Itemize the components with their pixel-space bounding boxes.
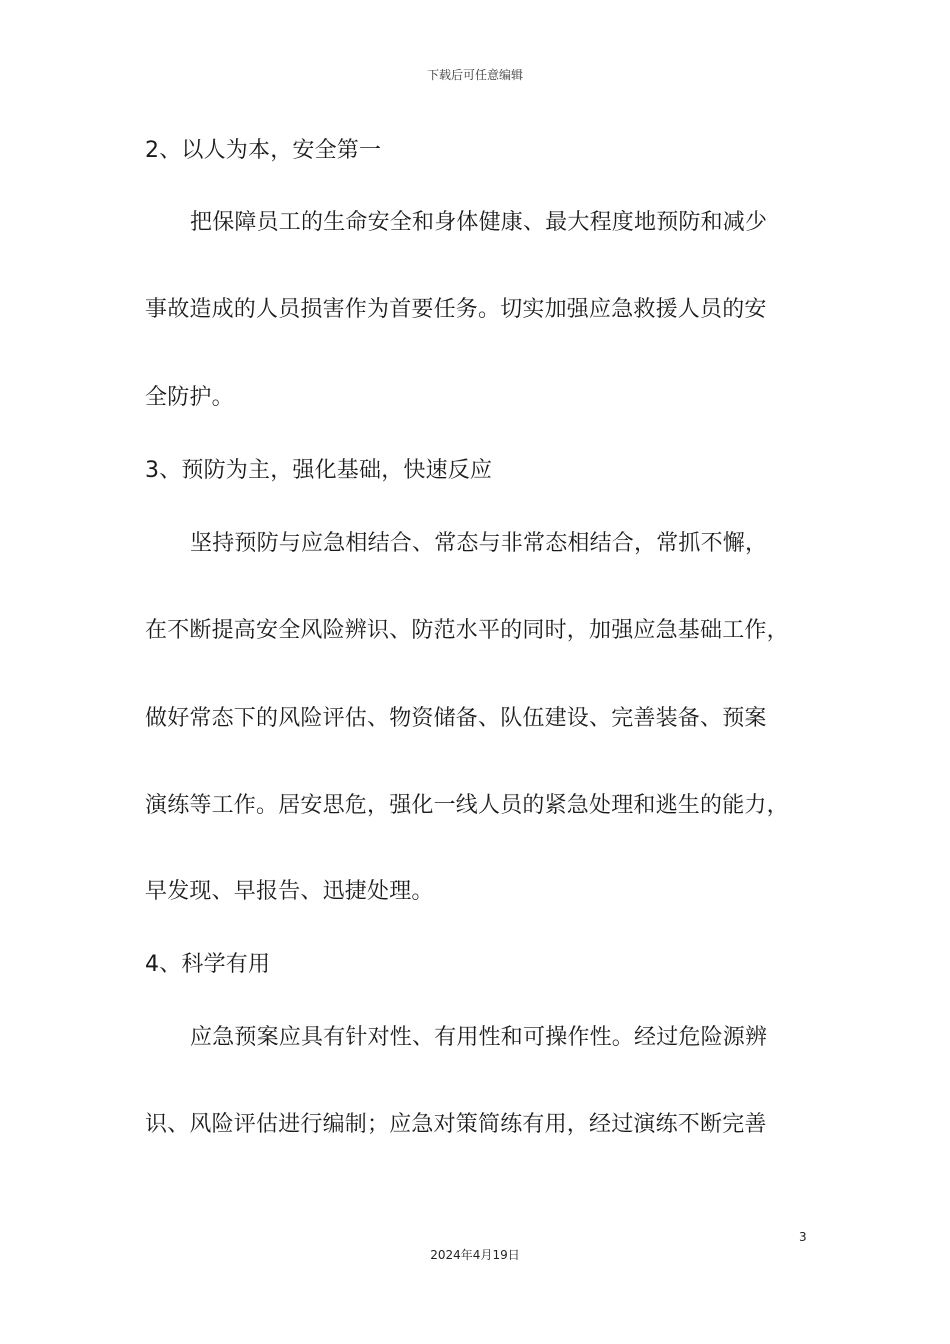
paragraph-line: 在不断提高安全风险辨识、防范水平的同时，加强应急基础工作， — [145, 618, 789, 643]
paragraph-line: 识、风险评估进行编制；应急对策简练有用，经过演练不断完善 — [145, 1112, 767, 1137]
paragraph-line: 把保障员工的生命安全和身体健康、最大程度地预防和减少 — [190, 210, 768, 235]
section-heading-2: 2、以人为本，安全第一 — [145, 138, 382, 163]
paragraph-line: 应急预案应具有针对性、有用性和可操作性。经过危险源辨 — [190, 1025, 768, 1050]
paragraph-line: 做好常态下的风险评估、物资储备、队伍建设、完善装备、预案 — [145, 706, 767, 731]
section-heading-4: 4、科学有用 — [145, 952, 271, 977]
page-number: 3 — [799, 1230, 807, 1244]
section-heading-3: 3、预防为主，强化基础，快速反应 — [145, 458, 493, 483]
page-header: 下载后可任意编辑 — [426, 68, 523, 82]
paragraph-line: 早发现、早报告、迅捷处理。 — [145, 879, 434, 904]
page-footer-date: 2024年4月19日 — [430, 1248, 520, 1262]
paragraph-line: 事故造成的人员损害作为首要任务。切实加强应急救援人员的安 — [145, 297, 767, 322]
paragraph-line: 演练等工作。居安思危，强化一线人员的紧急处理和逃生的能力， — [145, 793, 789, 818]
paragraph-line: 坚持预防与应急相结合、常态与非常态相结合，常抓不懈， — [190, 531, 768, 556]
paragraph-line: 全防护。 — [145, 385, 234, 410]
